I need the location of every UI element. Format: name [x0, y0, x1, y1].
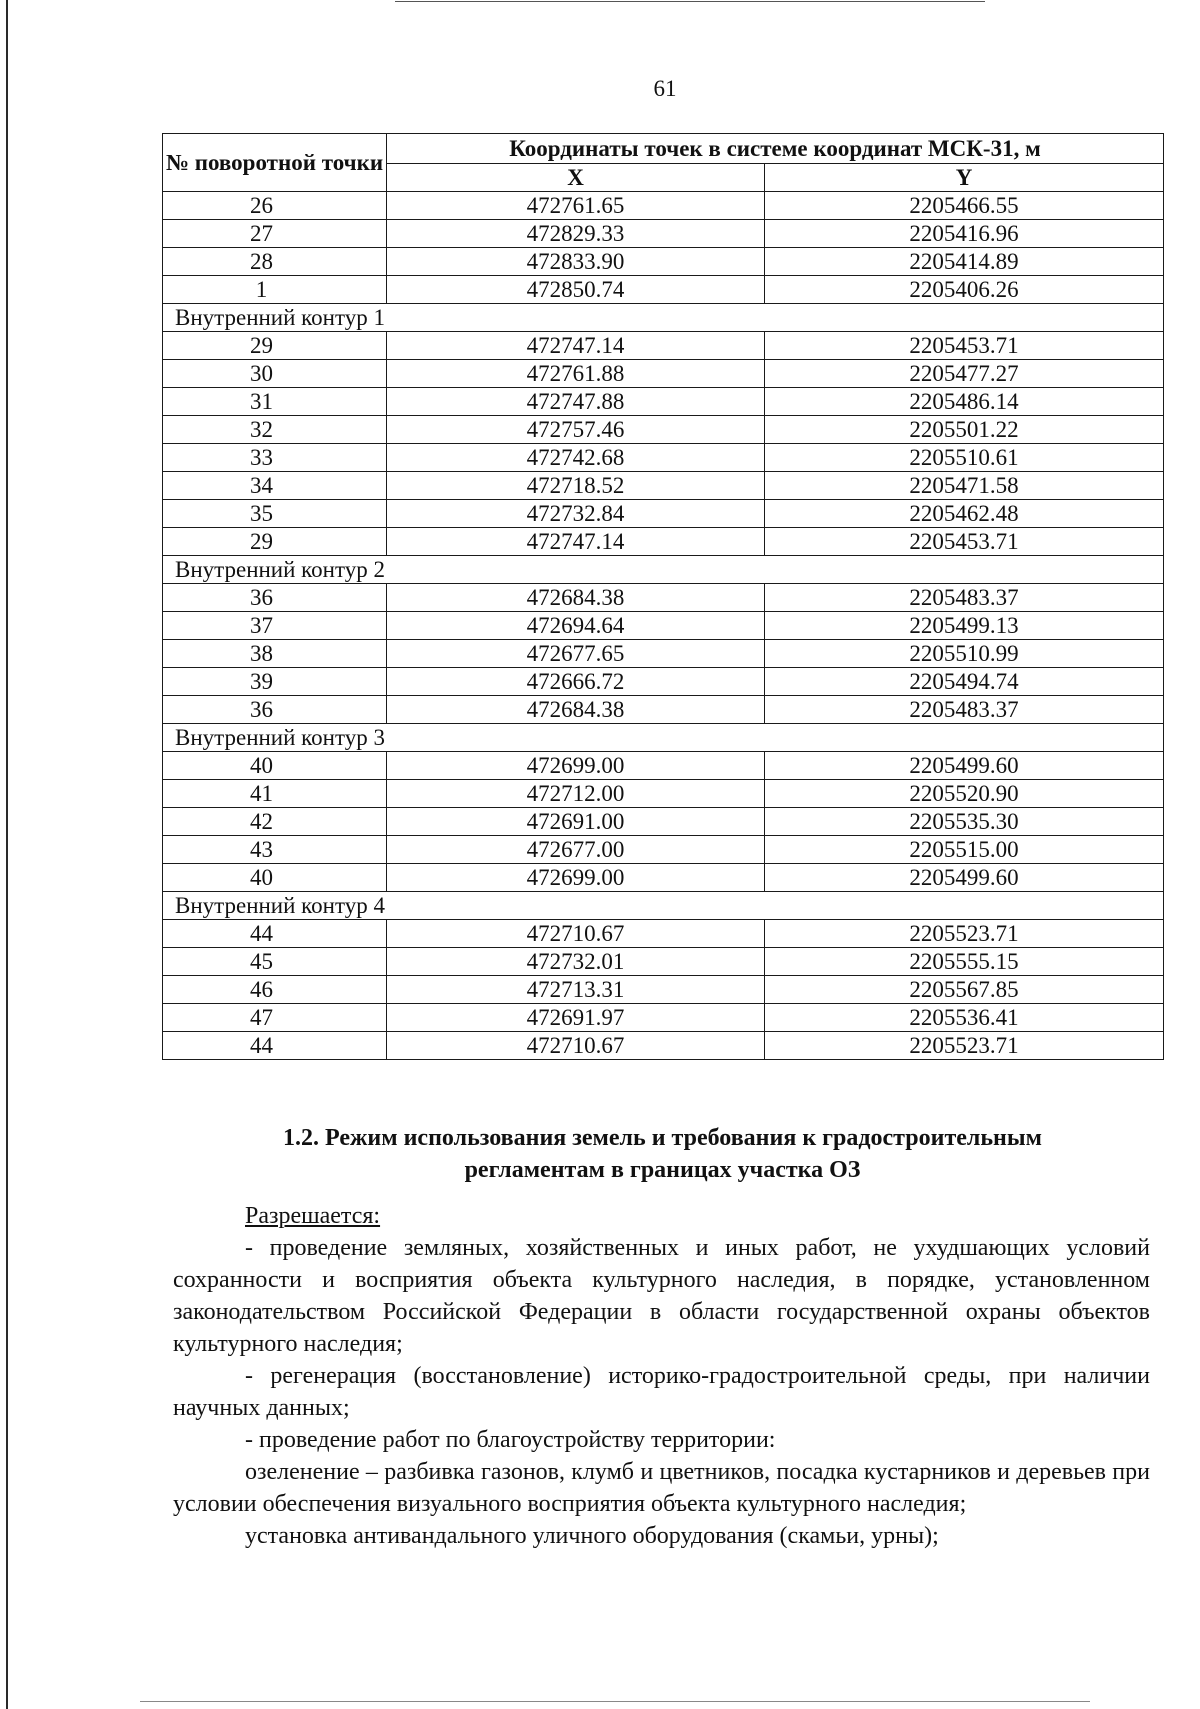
x-coordinate-cell: 472732.01 [387, 948, 765, 976]
table-row [163, 472, 1164, 500]
paragraph-2: - регенерация (восстановление) историко-градостроительной среды, при наличии научных данных; [173, 1363, 1150, 1421]
paragraph-4: озеленение – разбивка газонов, клумб и цветников, посадка кустарников и деревьев при условии обеспечения визуального восприятия объекта культурного наследия; [173, 1459, 1150, 1517]
page-number: 61 [653, 76, 677, 101]
table-row [163, 220, 1164, 248]
scan-edge-left [6, 0, 8, 1709]
paragraph-1: - проведение земляных, хозяйственных и иных работ, не ухудшающих условий сохранности и восприятия объекта культурного наследия, в порядке, установленном законодательством Российской Федерации в области государственной охраны объектов культурного наследия; [173, 1235, 1150, 1357]
body-text [173, 1200, 1150, 1552]
table-row [163, 1032, 1164, 1060]
intro-label: Разрешается: [245, 1203, 381, 1229]
point-number-cell: 31 [163, 388, 387, 416]
y-coordinate-cell: 2205535.30 [765, 808, 1164, 836]
table-row [163, 276, 1164, 304]
x-coordinate-cell: 472677.00 [387, 836, 765, 864]
y-coordinate-cell: 2205523.71 [765, 920, 1164, 948]
x-coordinate-cell: 472694.64 [387, 612, 765, 640]
point-number-cell: 47 [163, 1004, 387, 1032]
x-coordinate-cell: 472691.00 [387, 808, 765, 836]
y-coordinate-cell: 2205499.13 [765, 612, 1164, 640]
point-number-cell: 37 [163, 612, 387, 640]
contour-label: Внутренний контур 4 [163, 892, 1164, 920]
x-coordinate-cell: 472747.14 [387, 528, 765, 556]
section-heading [170, 1122, 1155, 1186]
x-coordinate-cell: 472712.00 [387, 780, 765, 808]
table-row [163, 444, 1164, 472]
y-coordinate-cell: 2205555.15 [765, 948, 1164, 976]
paragraph-5: установка антивандального уличного оборудования (скамьи, урны); [245, 1523, 939, 1549]
scan-edge-bottom [140, 1701, 1090, 1702]
y-coordinate-cell: 2205483.37 [765, 584, 1164, 612]
table-row [163, 612, 1164, 640]
x-coordinate-cell: 472699.00 [387, 752, 765, 780]
table-row [163, 192, 1164, 220]
x-coordinate-cell: 472691.97 [387, 1004, 765, 1032]
point-number-cell: 32 [163, 416, 387, 444]
y-coordinate-cell: 2205416.96 [765, 220, 1164, 248]
header-coordinates: Координаты точек в системе координат МСК-31, м [387, 134, 1164, 164]
point-number-cell: 35 [163, 500, 387, 528]
y-coordinate-cell: 2205477.27 [765, 360, 1164, 388]
contour-label: Внутренний контур 3 [163, 724, 1164, 752]
point-number-cell: 30 [163, 360, 387, 388]
coordinates-table [162, 133, 1164, 1060]
point-number-cell: 44 [163, 1032, 387, 1060]
table-row [163, 836, 1164, 864]
table-row [163, 864, 1164, 892]
table-row [163, 752, 1164, 780]
x-coordinate-cell: 472684.38 [387, 584, 765, 612]
table-row [163, 780, 1164, 808]
y-coordinate-cell: 2205483.37 [765, 696, 1164, 724]
contour-label: Внутренний контур 1 [163, 304, 1164, 332]
point-number-cell: 34 [163, 472, 387, 500]
y-coordinate-cell: 2205523.71 [765, 1032, 1164, 1060]
header-y: Y [765, 164, 1164, 192]
x-coordinate-cell: 472833.90 [387, 248, 765, 276]
contour-row [163, 724, 1164, 752]
contour-label: Внутренний контур 2 [163, 556, 1164, 584]
table-row [163, 528, 1164, 556]
contour-row [163, 556, 1164, 584]
y-coordinate-cell: 2205471.58 [765, 472, 1164, 500]
point-number-cell: 36 [163, 584, 387, 612]
point-number-cell: 43 [163, 836, 387, 864]
x-coordinate-cell: 472761.88 [387, 360, 765, 388]
y-coordinate-cell: 2205510.99 [765, 640, 1164, 668]
point-number-cell: 29 [163, 528, 387, 556]
x-coordinate-cell: 472710.67 [387, 1032, 765, 1060]
header-point-number: № поворотной точки [163, 134, 387, 192]
table-row [163, 1004, 1164, 1032]
table-row [163, 416, 1164, 444]
point-number-cell: 33 [163, 444, 387, 472]
x-coordinate-cell: 472761.65 [387, 192, 765, 220]
x-coordinate-cell: 472677.65 [387, 640, 765, 668]
y-coordinate-cell: 2205494.74 [765, 668, 1164, 696]
point-number-cell: 28 [163, 248, 387, 276]
point-number-cell: 38 [163, 640, 387, 668]
y-coordinate-cell: 2205453.71 [765, 332, 1164, 360]
y-coordinate-cell: 2205501.22 [765, 416, 1164, 444]
x-coordinate-cell: 472710.67 [387, 920, 765, 948]
x-coordinate-cell: 472713.31 [387, 976, 765, 1004]
header-x: X [387, 164, 765, 192]
table-row [163, 668, 1164, 696]
x-coordinate-cell: 472742.68 [387, 444, 765, 472]
point-number-cell: 42 [163, 808, 387, 836]
y-coordinate-cell: 2205499.60 [765, 752, 1164, 780]
point-number-cell: 39 [163, 668, 387, 696]
x-coordinate-cell: 472666.72 [387, 668, 765, 696]
table-row [163, 976, 1164, 1004]
table-row [163, 920, 1164, 948]
y-coordinate-cell: 2205406.26 [765, 276, 1164, 304]
point-number-cell: 27 [163, 220, 387, 248]
table-row [163, 388, 1164, 416]
point-number-cell: 46 [163, 976, 387, 1004]
point-number-cell: 26 [163, 192, 387, 220]
y-coordinate-cell: 2205499.60 [765, 864, 1164, 892]
table-row [163, 948, 1164, 976]
table-row [163, 360, 1164, 388]
point-number-cell: 29 [163, 332, 387, 360]
contour-row [163, 304, 1164, 332]
section-heading-line1: 1.2. Режим использования земель и требования к градостроительным [283, 1125, 1042, 1151]
contour-row [163, 892, 1164, 920]
y-coordinate-cell: 2205486.14 [765, 388, 1164, 416]
point-number-cell: 40 [163, 752, 387, 780]
point-number-cell: 36 [163, 696, 387, 724]
x-coordinate-cell: 472850.74 [387, 276, 765, 304]
y-coordinate-cell: 2205567.85 [765, 976, 1164, 1004]
table-row [163, 584, 1164, 612]
scan-edge-top [395, 1, 985, 2]
x-coordinate-cell: 472732.84 [387, 500, 765, 528]
table-body [163, 192, 1164, 1060]
y-coordinate-cell: 2205462.48 [765, 500, 1164, 528]
paragraph-3: - проведение работ по благоустройству территории: [245, 1427, 776, 1453]
table-row [163, 332, 1164, 360]
x-coordinate-cell: 472757.46 [387, 416, 765, 444]
table-row [163, 500, 1164, 528]
table-row [163, 808, 1164, 836]
x-coordinate-cell: 472747.88 [387, 388, 765, 416]
y-coordinate-cell: 2205536.41 [765, 1004, 1164, 1032]
point-number-cell: 1 [163, 276, 387, 304]
x-coordinate-cell: 472684.38 [387, 696, 765, 724]
x-coordinate-cell: 472747.14 [387, 332, 765, 360]
y-coordinate-cell: 2205466.55 [765, 192, 1164, 220]
table-row [163, 248, 1164, 276]
point-number-cell: 44 [163, 920, 387, 948]
y-coordinate-cell: 2205453.71 [765, 528, 1164, 556]
point-number-cell: 45 [163, 948, 387, 976]
y-coordinate-cell: 2205510.61 [765, 444, 1164, 472]
section-heading-line2: регламентам в границах участка ОЗ [464, 1157, 861, 1183]
x-coordinate-cell: 472829.33 [387, 220, 765, 248]
point-number-cell: 41 [163, 780, 387, 808]
y-coordinate-cell: 2205515.00 [765, 836, 1164, 864]
y-coordinate-cell: 2205520.90 [765, 780, 1164, 808]
table-row [163, 696, 1164, 724]
x-coordinate-cell: 472718.52 [387, 472, 765, 500]
table-row [163, 640, 1164, 668]
point-number-cell: 40 [163, 864, 387, 892]
y-coordinate-cell: 2205414.89 [765, 248, 1164, 276]
x-coordinate-cell: 472699.00 [387, 864, 765, 892]
